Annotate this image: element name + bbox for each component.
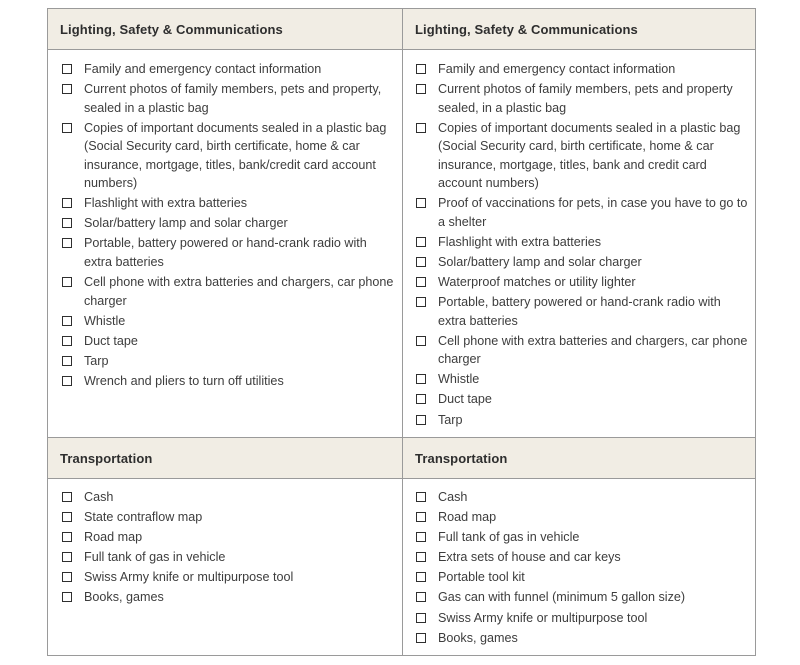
checklist-item-label: Portable tool kit	[438, 570, 525, 585]
checklist-item[interactable]	[415, 80, 749, 117]
checklist-item-label: Swiss Army knife or multipurpose tool	[438, 610, 648, 625]
checkbox-icon[interactable]	[62, 123, 72, 133]
checkbox-icon[interactable]	[416, 492, 426, 502]
checkbox-icon[interactable]	[416, 374, 426, 384]
checklist-item-label: Waterproof matches or utility lighter	[438, 275, 636, 290]
checkbox-icon[interactable]	[62, 316, 72, 326]
checkbox-icon[interactable]	[62, 376, 72, 386]
checklist-item-label: Duct tape	[438, 392, 492, 407]
column-divider	[402, 9, 403, 655]
checklist-item[interactable]	[61, 508, 396, 527]
checklist-item[interactable]	[61, 214, 396, 233]
checklist-item-label: Family and emergency contact information	[438, 62, 676, 76]
checkbox-icon[interactable]	[416, 123, 426, 133]
checkbox-icon[interactable]	[416, 84, 426, 94]
section-title: Transportation	[60, 451, 153, 466]
checklist-item-label: Wrench and pliers to turn off utilities	[84, 373, 284, 388]
checklist-item[interactable]	[415, 253, 749, 272]
checklist-item-label: Copies of important documents sealed in a plastic bag (Social Security card, birth certificate, home & car insurance, mortgage, titles, bank/credit card account numbers)	[84, 120, 387, 191]
checklist-item[interactable]	[415, 390, 749, 409]
checklist-item[interactable]	[61, 60, 396, 79]
checklist-lighting-right	[415, 60, 749, 431]
checklist-item[interactable]	[415, 528, 749, 547]
checkbox-icon[interactable]	[62, 84, 72, 94]
checklist-item-label: Solar/battery lamp and solar charger	[438, 254, 642, 269]
checklist-item[interactable]	[61, 80, 396, 117]
checklist-item-label: State contraflow map	[84, 510, 203, 525]
checklist-item-label: Solar/battery lamp and solar charger	[84, 216, 288, 231]
checkbox-icon[interactable]	[416, 572, 426, 582]
checklist-item[interactable]	[415, 488, 749, 507]
checklist-item[interactable]	[415, 194, 749, 231]
checkbox-icon[interactable]	[62, 356, 72, 366]
checklist-item-label: Family and emergency contact information	[84, 62, 322, 76]
checklist-item-label: Extra sets of house and car keys	[438, 550, 621, 565]
section-header-transportation-left	[48, 438, 402, 478]
checkbox-icon[interactable]	[416, 415, 426, 425]
checklist-item[interactable]	[415, 568, 749, 587]
checklist-item-label: Road map	[84, 530, 143, 545]
checklist-item-label: Flashlight with extra batteries	[84, 196, 248, 211]
checklist-item[interactable]	[61, 312, 396, 331]
checklist-item[interactable]	[61, 372, 396, 391]
checklist-item-label: Portable, battery powered or hand-crank radio with extra batteries	[438, 295, 721, 328]
checkbox-icon[interactable]	[62, 277, 72, 287]
checkbox-icon[interactable]	[62, 218, 72, 228]
checkbox-icon[interactable]	[416, 336, 426, 346]
checklist-item-label: Duct tape	[84, 333, 138, 348]
checklist-item-label: Tarp	[438, 412, 463, 427]
checkbox-icon[interactable]	[62, 512, 72, 522]
checklist-item[interactable]	[415, 293, 749, 330]
checklist-item-label: Books, games	[438, 630, 518, 645]
checklist-item-label: Full tank of gas in vehicle	[84, 550, 226, 565]
checklist-item[interactable]	[61, 528, 396, 547]
checklist-item-label: Whistle	[84, 313, 126, 328]
checklist-item[interactable]	[61, 234, 396, 271]
checkbox-icon[interactable]	[62, 532, 72, 542]
checklist-item[interactable]	[61, 488, 396, 507]
checklist-item-label: Cell phone with extra batteries and chargers, car phone charger	[84, 275, 394, 308]
checkbox-icon[interactable]	[416, 64, 426, 74]
checklist-item[interactable]	[415, 629, 749, 648]
checklist-item-label: Cell phone with extra batteries and chargers, car phone charger	[438, 333, 748, 367]
checklist-item-label: Gas can with funnel (minimum 5 gallon size)	[438, 590, 686, 605]
checkbox-icon[interactable]	[416, 532, 426, 542]
checklist-item[interactable]	[61, 194, 396, 213]
checklist-item[interactable]	[415, 411, 749, 430]
checklist-lighting-left	[61, 60, 396, 392]
checklist-item-label: Road map	[438, 510, 497, 525]
checklist-item[interactable]	[61, 588, 396, 607]
checkbox-icon[interactable]	[416, 552, 426, 562]
checkbox-icon[interactable]	[416, 512, 426, 522]
checkbox-icon[interactable]	[62, 572, 72, 582]
checklist-item[interactable]	[61, 119, 396, 193]
checkbox-icon[interactable]	[416, 237, 426, 247]
checklist-item[interactable]	[415, 548, 749, 567]
checkbox-icon[interactable]	[416, 613, 426, 623]
checklist-item[interactable]	[61, 352, 396, 371]
checklist-table	[47, 8, 756, 656]
checkbox-icon[interactable]	[416, 257, 426, 267]
checklist-item[interactable]	[415, 273, 749, 292]
checkbox-icon[interactable]	[62, 336, 72, 346]
checkbox-icon[interactable]	[62, 64, 72, 74]
section-header-transportation-right	[403, 438, 755, 478]
checklist-item-label: Portable, battery powered or hand-crank radio with extra batteries	[84, 236, 367, 269]
checklist-item-label: Proof of vaccinations for pets, in case you have to go to a shelter	[438, 196, 748, 229]
checklist-item-label: Flashlight with extra batteries	[438, 234, 602, 249]
checklist-item-label: Whistle	[438, 372, 480, 387]
checklist-item-label: Copies of important documents sealed in a plastic bag (Social Security card, birth certificate, home & car insurance, mortgage, titles, bank and credit card account numbers)	[438, 120, 741, 191]
checkbox-icon[interactable]	[62, 238, 72, 248]
section-header-lighting-right	[403, 9, 755, 49]
checkbox-icon[interactable]	[416, 633, 426, 643]
checkbox-icon[interactable]	[416, 277, 426, 287]
checklist-item-label: Swiss Army knife or multipurpose tool	[84, 570, 294, 585]
checklist-transportation-left	[61, 488, 396, 609]
checkbox-icon[interactable]	[62, 492, 72, 502]
checkbox-icon[interactable]	[62, 198, 72, 208]
checklist-item[interactable]	[61, 548, 396, 567]
checklist-item-label: Cash	[84, 490, 114, 504]
checklist-transportation-right	[415, 488, 749, 649]
checklist-item[interactable]	[61, 273, 396, 310]
checklist-item[interactable]	[415, 609, 749, 628]
checklist-item[interactable]	[415, 233, 749, 252]
checkbox-icon[interactable]	[416, 297, 426, 307]
checklist-item-label: Full tank of gas in vehicle	[438, 530, 580, 545]
checklist-item[interactable]	[61, 568, 396, 587]
checklist-item-label: Current photos of family members, pets and property, sealed in a plastic bag	[84, 82, 382, 115]
checklist-item[interactable]	[415, 588, 749, 607]
checklist-item[interactable]	[415, 508, 749, 527]
checkbox-icon[interactable]	[416, 394, 426, 404]
checklist-item-label: Tarp	[84, 353, 109, 368]
section-header-lighting-left	[48, 9, 402, 49]
checklist-item-label: Books, games	[84, 590, 164, 605]
section-title: Lighting, Safety & Communications	[60, 22, 283, 37]
checklist-item[interactable]	[415, 119, 749, 193]
checklist-item-label: Cash	[438, 490, 468, 504]
checkbox-icon[interactable]	[416, 198, 426, 208]
checkbox-icon[interactable]	[416, 592, 426, 602]
checkbox-icon[interactable]	[62, 592, 72, 602]
section-title: Transportation	[415, 451, 508, 466]
checkbox-icon[interactable]	[62, 552, 72, 562]
checklist-item-label: Current photos of family members, pets and property sealed, in a plastic bag	[438, 82, 733, 115]
checklist-item[interactable]	[61, 332, 396, 351]
checklist-item[interactable]	[415, 332, 749, 369]
checklist-item[interactable]	[415, 60, 749, 79]
checklist-item[interactable]	[415, 370, 749, 389]
section-title: Lighting, Safety & Communications	[415, 22, 638, 37]
